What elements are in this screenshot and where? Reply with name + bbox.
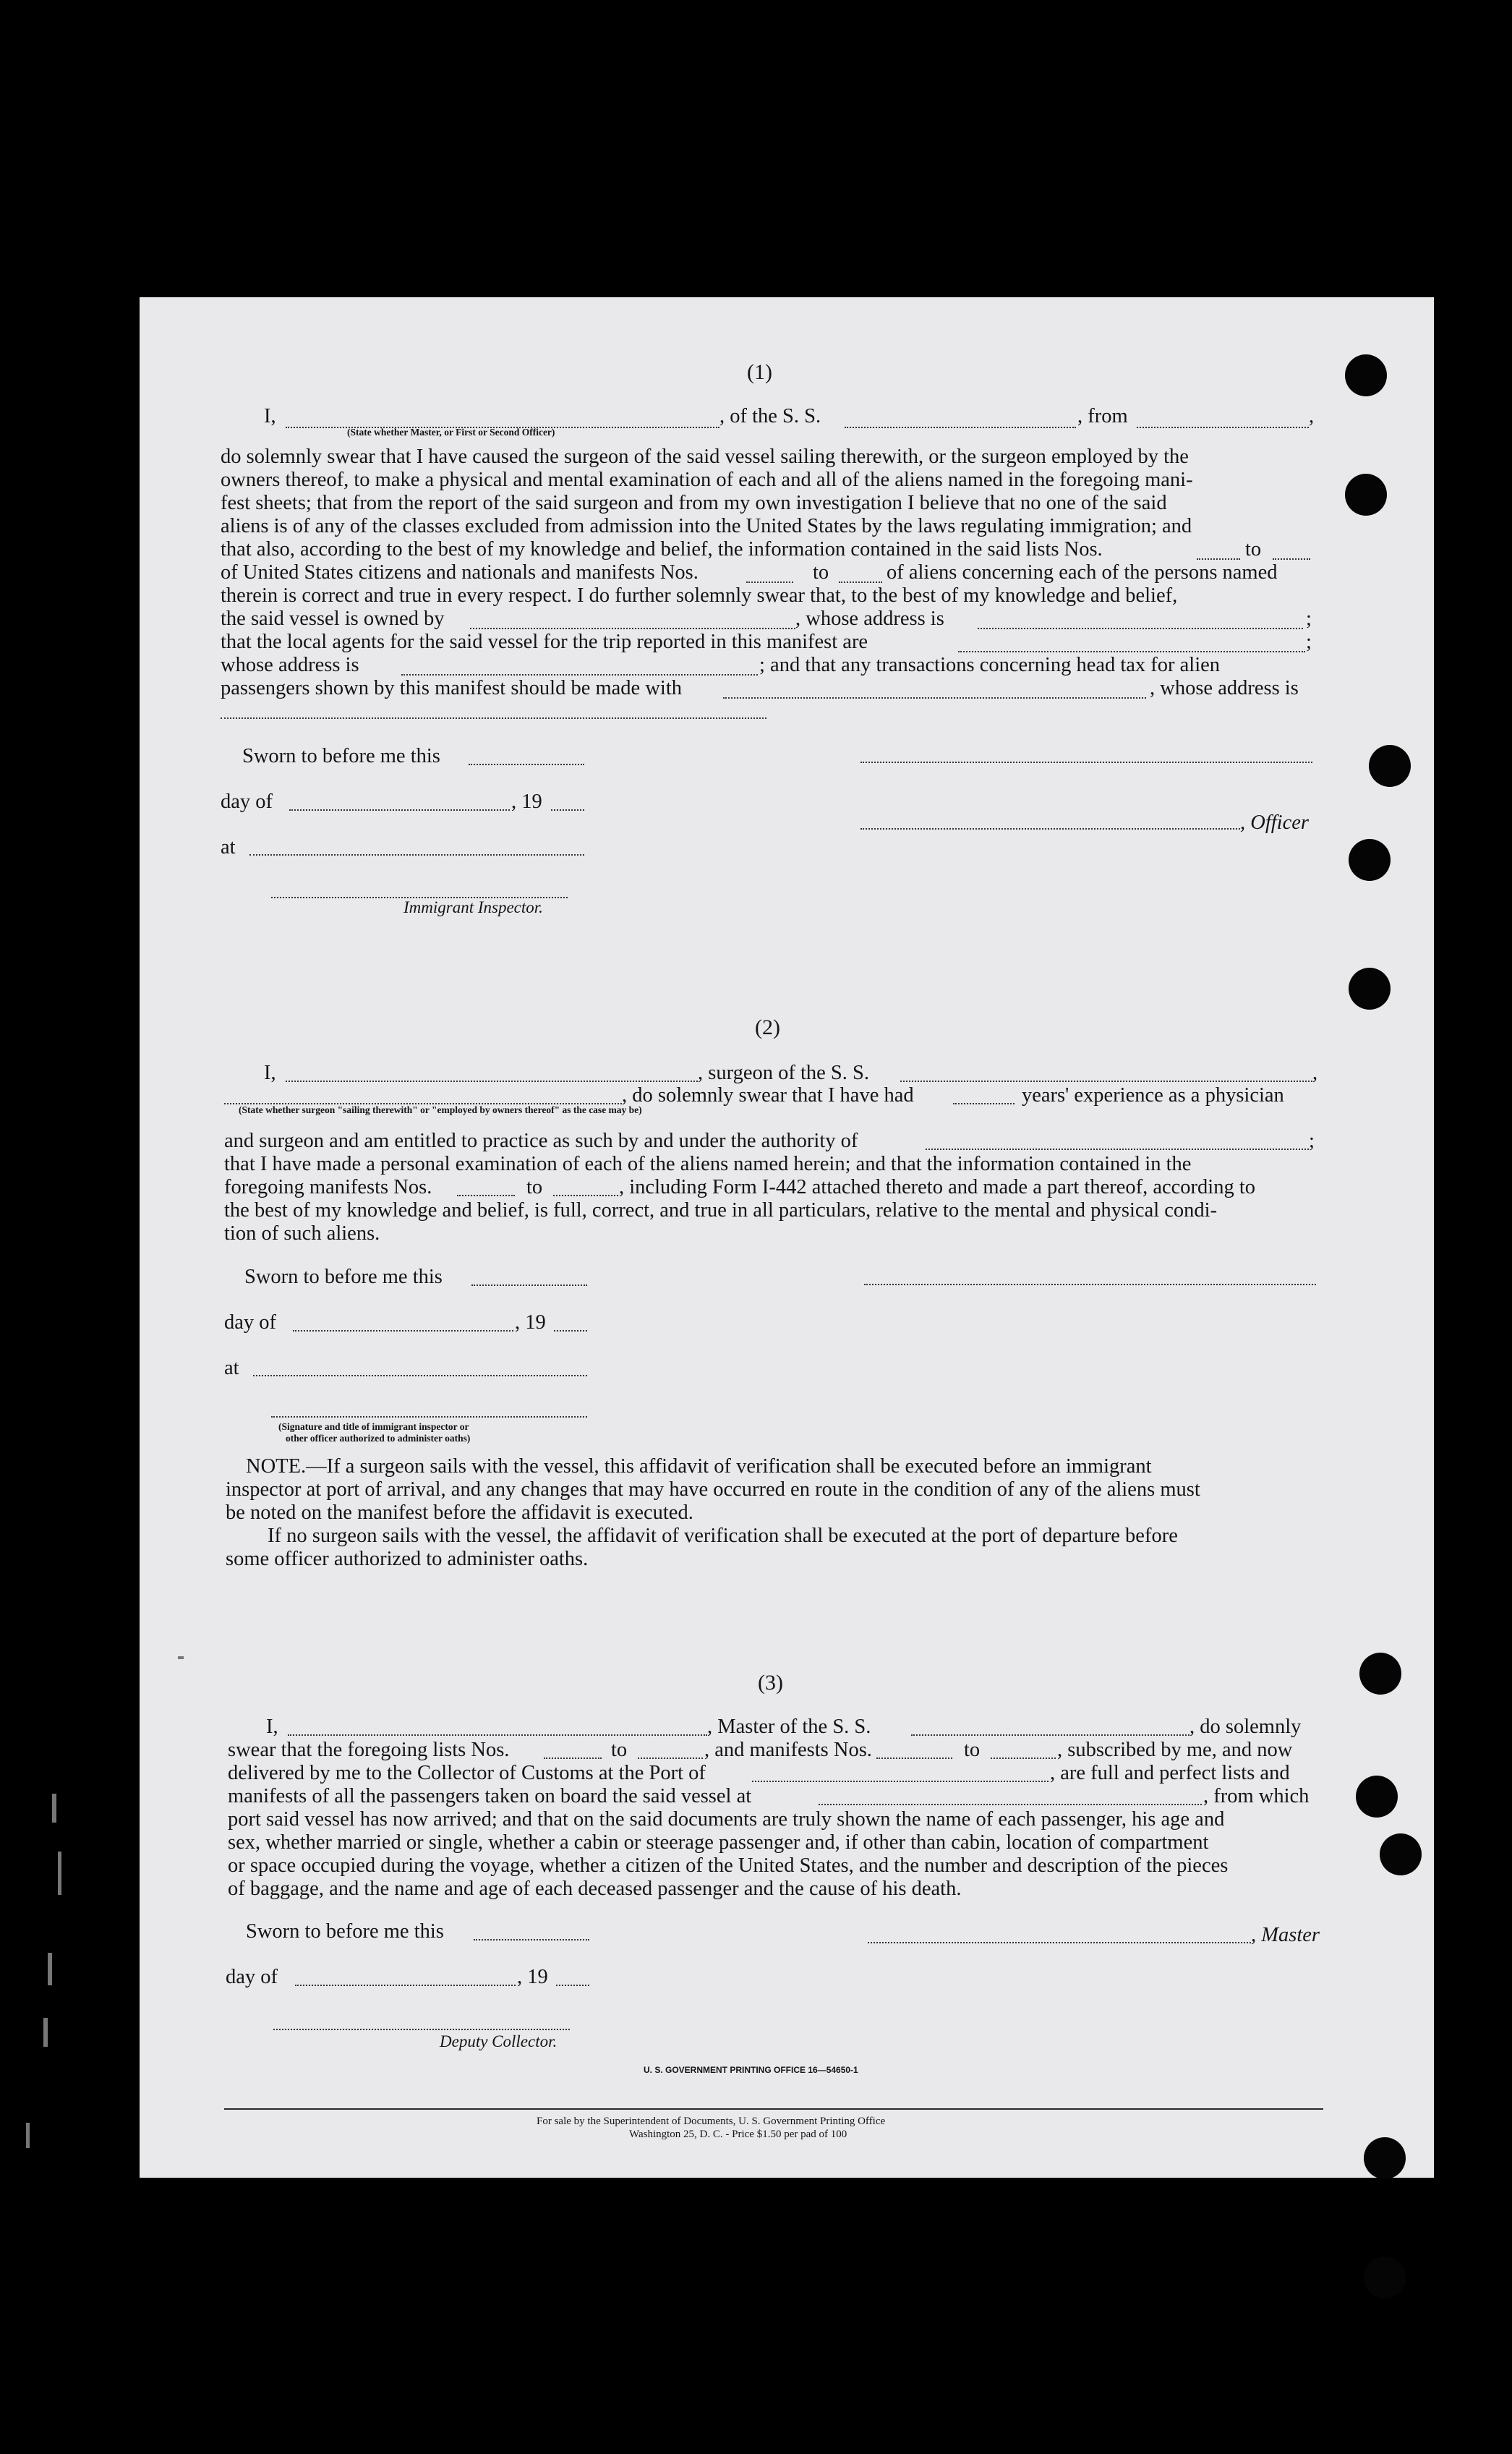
sec2-text: to bbox=[526, 1176, 543, 1198]
practice-authority-field[interactable] bbox=[926, 1149, 1309, 1150]
scan-artifact bbox=[52, 1794, 56, 1823]
owner-address-field[interactable] bbox=[978, 628, 1303, 629]
sec3-text: , subscribed by me, and now bbox=[1057, 1739, 1293, 1761]
sec2-sworn-date-field[interactable] bbox=[471, 1284, 587, 1286]
sec1-text: passengers shown by this manifest should be made with bbox=[221, 677, 682, 699]
sec1-line1-from: , from bbox=[1077, 405, 1128, 427]
note-text: If no surgeon sails with the vessel, the affidavit of verification shall be executed at the port of departure before bbox=[268, 1525, 1178, 1547]
sec1-text: fest sheets; that from the report of the said surgeon and from my own investigation I believe that no one of the said bbox=[221, 492, 1167, 514]
sec3-text: , from which bbox=[1203, 1785, 1310, 1807]
sec1-text: ; bbox=[1306, 608, 1312, 630]
sec1-text: , whose address is bbox=[795, 608, 944, 630]
sec1-line1-end: , bbox=[1309, 405, 1315, 427]
sec1-day-field[interactable] bbox=[289, 809, 510, 811]
sec1-text: to bbox=[813, 561, 829, 584]
section-3-number: (3) bbox=[758, 1671, 783, 1695]
sec2-text: the best of my knowledge and belief, is full, correct, and true in all particulars, relative to the mental and physical condi- bbox=[224, 1199, 1218, 1222]
sec1-text: ; bbox=[1306, 631, 1312, 653]
sec2-text: years' experience as a physician bbox=[1022, 1084, 1284, 1107]
sec1-text: of aliens concerning each of the persons named bbox=[887, 561, 1278, 584]
signature-caption: (Signature and title of immigrant inspector or bbox=[278, 1421, 469, 1432]
port-of-arrival-field[interactable] bbox=[752, 1781, 1048, 1782]
sec1-text: , whose address is bbox=[1150, 677, 1299, 699]
agents-address-field[interactable] bbox=[401, 674, 758, 676]
sec2-day-label: day of bbox=[224, 1311, 277, 1334]
punch-hole bbox=[1380, 1833, 1422, 1875]
sec3-text: I, bbox=[266, 1716, 278, 1738]
sale-imprint: Washington 25, D. C. - Price $1.50 per pad of 100 bbox=[629, 2129, 847, 2140]
scan-artifact bbox=[26, 2123, 30, 2148]
head-tax-address-field[interactable] bbox=[221, 717, 766, 719]
sec3-text: port said vessel has now arrived; and that on the said documents are truly shown the name of each passenger, his age and bbox=[228, 1808, 1225, 1831]
surgeon-signature-field[interactable] bbox=[864, 1284, 1316, 1285]
punch-hole bbox=[1345, 474, 1387, 516]
sec2-text: , surgeon of the S. S. bbox=[698, 1062, 869, 1084]
sec2-vessel-field[interactable] bbox=[900, 1081, 1312, 1082]
sec2-text: tion of such aliens. bbox=[224, 1222, 380, 1245]
manifests-from-field[interactable] bbox=[746, 581, 793, 583]
sec3-text: manifests of all the passengers taken on board the said vessel at bbox=[228, 1785, 752, 1807]
head-tax-party-field[interactable] bbox=[723, 697, 1146, 699]
officer-label: , Officer bbox=[1240, 811, 1309, 834]
deputy-collector-label: Deputy Collector. bbox=[440, 2032, 558, 2050]
lists-from-field[interactable] bbox=[1197, 558, 1240, 560]
sec3-text: or space occupied during the voyage, whether a citizen of the United States, and the number and description of the pieces bbox=[228, 1854, 1229, 1877]
vessel-owner-field[interactable] bbox=[470, 628, 795, 629]
sec1-text: ; and that any transactions concerning head tax for alien bbox=[759, 654, 1221, 676]
surgeon-name-field[interactable] bbox=[286, 1081, 698, 1082]
vessel-name-field[interactable] bbox=[845, 427, 1076, 428]
sec2-text: I, bbox=[264, 1062, 276, 1084]
sec1-day-label: day of bbox=[221, 791, 273, 813]
punch-hole bbox=[1345, 354, 1387, 396]
scan-artifact bbox=[48, 1953, 52, 1985]
sec3-text: sex, whether married or single, whether a cabin or steerage passenger and, if other than cabin, location of compartment bbox=[228, 1831, 1209, 1854]
sec2-manifests-from-field[interactable] bbox=[457, 1195, 515, 1196]
master-label: , Master bbox=[1251, 1924, 1320, 1946]
sec3-day-field[interactable] bbox=[295, 1985, 516, 1986]
punch-hole bbox=[1359, 1653, 1401, 1695]
section-2-number: (2) bbox=[755, 1015, 780, 1039]
deputy-collector-signature-field[interactable] bbox=[273, 2029, 570, 2030]
sec1-at-label: at bbox=[221, 836, 236, 859]
sec2-at-label: at bbox=[224, 1357, 239, 1379]
lists-to-field[interactable] bbox=[1273, 558, 1310, 560]
sec2-day-field[interactable] bbox=[293, 1330, 513, 1332]
sec2-year-label: , 19 bbox=[515, 1311, 546, 1334]
sec2-text: that I have made a personal examination of each of the aliens named herein; and that the information contained in the bbox=[224, 1153, 1192, 1175]
sec3-year-field[interactable] bbox=[556, 1985, 589, 1986]
sec1-text: that also, according to the best of my knowledge and belief, the information contained in the said lists Nos. bbox=[221, 538, 1103, 561]
sec3-text: swear that the foregoing lists Nos. bbox=[228, 1739, 510, 1761]
sec3-text: to bbox=[964, 1739, 981, 1761]
punch-hole bbox=[1349, 839, 1391, 881]
officer-rank-caption: (State whether Master, or First or Second Officer) bbox=[347, 427, 555, 438]
verifying-official-signature-field[interactable] bbox=[271, 1416, 587, 1418]
sec3-day-label: day of bbox=[226, 1966, 278, 1988]
sec3-text: to bbox=[611, 1739, 628, 1761]
master-name-field[interactable] bbox=[288, 1734, 707, 1736]
officer-signature-field[interactable] bbox=[860, 762, 1312, 763]
footer-rule bbox=[224, 2108, 1323, 2110]
punch-hole bbox=[1369, 745, 1411, 787]
punch-hole bbox=[1364, 2257, 1406, 2299]
section-1-number: (1) bbox=[747, 360, 772, 384]
immigrant-inspector-label: Immigrant Inspector. bbox=[403, 898, 543, 916]
sec2-year-field[interactable] bbox=[554, 1330, 587, 1332]
sec2-text: and surgeon and am entitled to practice as such by and under the authority of bbox=[224, 1130, 858, 1152]
sec3-manifests-to-field[interactable] bbox=[991, 1758, 1056, 1759]
sec3-text: , and manifests Nos. bbox=[704, 1739, 872, 1761]
scan-artifact bbox=[58, 1852, 61, 1895]
sec1-text: owners thereof, to make a physical and mental examination of each and all of the aliens named in the foregoing mani- bbox=[221, 469, 1193, 491]
sec3-vessel-field[interactable] bbox=[911, 1734, 1189, 1736]
sec1-text: the said vessel is owned by bbox=[221, 608, 445, 630]
sec1-sworn-label: Sworn to before me this bbox=[242, 745, 440, 767]
sec2-text: , do solemnly swear that I have had bbox=[622, 1084, 914, 1107]
sec1-year-field[interactable] bbox=[551, 809, 584, 811]
sec1-text: aliens is of any of the classes excluded from admission into the United States by the laws regulating immigration; and bbox=[221, 515, 1192, 537]
sec1-text: that the local agents for the said vessel for the trip reported in this manifest are bbox=[221, 631, 868, 653]
sec3-text: delivered by me to the Collector of Customs at the Port of bbox=[228, 1762, 706, 1784]
sec3-lists-to-field[interactable] bbox=[638, 1758, 703, 1759]
sec2-text: , bbox=[1312, 1062, 1318, 1084]
sec3-lists-from-field[interactable] bbox=[544, 1758, 602, 1759]
sec2-text: , including Form I-442 attached thereto and made a part thereof, according to bbox=[619, 1176, 1256, 1198]
scan-artifact bbox=[43, 2018, 48, 2047]
gpo-imprint: U. S. GOVERNMENT PRINTING OFFICE 16—54650-1 bbox=[644, 2065, 858, 2075]
sale-imprint: For sale by the Superintendent of Documents, U. S. Government Printing Office bbox=[537, 2116, 886, 2127]
sec2-sworn-label: Sworn to before me this bbox=[244, 1266, 443, 1288]
sec3-text: , are full and perfect lists and bbox=[1050, 1762, 1290, 1784]
officer-title-field[interactable] bbox=[860, 828, 1240, 830]
sec1-year-label: , 19 bbox=[511, 791, 542, 813]
surgeon-status-caption: (State whether surgeon "sailing therewith" or "employed by owners thereof" as the case may be) bbox=[239, 1104, 642, 1115]
manifests-to-field[interactable] bbox=[839, 581, 882, 583]
sec3-sworn-date-field[interactable] bbox=[474, 1939, 589, 1940]
sec3-text: of baggage, and the name and age of each deceased passenger and the cause of his death. bbox=[228, 1878, 962, 1900]
note-text: NOTE.—If a surgeon sails with the vessel, this affidavit of verification shall be executed before an immigrant bbox=[246, 1455, 1152, 1478]
years-experience-field[interactable] bbox=[953, 1103, 1015, 1104]
punch-hole bbox=[1364, 2137, 1406, 2179]
local-agents-field[interactable] bbox=[958, 651, 1305, 652]
sec2-text: foregoing manifests Nos. bbox=[224, 1176, 432, 1198]
sec3-sworn-label: Sworn to before me this bbox=[246, 1920, 444, 1943]
sec3-text: , do solemnly bbox=[1189, 1716, 1302, 1738]
sec2-place-field[interactable] bbox=[253, 1375, 587, 1376]
note-text: be noted on the manifest before the affidavit is executed. bbox=[226, 1501, 693, 1524]
sec1-line1-I: I, bbox=[264, 405, 276, 427]
sec1-text: of United States citizens and nationals and manifests Nos. bbox=[221, 561, 699, 584]
sec3-manifests-from-field[interactable] bbox=[876, 1758, 952, 1759]
sec1-text: whose address is bbox=[221, 654, 359, 676]
port-of-embarkation-field[interactable] bbox=[819, 1804, 1202, 1805]
sec1-sworn-date-field[interactable] bbox=[469, 764, 584, 765]
note-text: some officer authorized to administer oaths. bbox=[226, 1548, 589, 1570]
sec1-text: to bbox=[1245, 538, 1262, 561]
sec2-manifests-to-field[interactable] bbox=[553, 1195, 618, 1196]
punch-hole bbox=[1356, 1776, 1398, 1818]
sec3-year-label: , 19 bbox=[517, 1966, 548, 1988]
master-signature-field[interactable] bbox=[868, 1942, 1251, 1943]
sec1-line1-of: , of the S. S. bbox=[719, 405, 821, 427]
punch-hole bbox=[1349, 968, 1391, 1010]
note-text: inspector at port of arrival, and any changes that may have occurred en route in the condition of any of the aliens must bbox=[226, 1478, 1200, 1501]
sec2-text: ; bbox=[1309, 1130, 1315, 1152]
sec1-place-field[interactable] bbox=[249, 854, 584, 856]
sec1-text: therein is correct and true in every respect. I do further solemnly swear that, to the best of my knowledge and belief, bbox=[221, 584, 1178, 607]
scan-artifact bbox=[178, 1656, 184, 1659]
sec1-text: do solemnly swear that I have caused the surgeon of the said vessel sailing therewith, or the surgeon employed by the bbox=[221, 446, 1189, 468]
signature-caption: other officer authorized to administer oaths) bbox=[286, 1433, 471, 1444]
departure-port-field[interactable] bbox=[1137, 427, 1309, 428]
sec3-text: , Master of the S. S. bbox=[707, 1716, 871, 1738]
